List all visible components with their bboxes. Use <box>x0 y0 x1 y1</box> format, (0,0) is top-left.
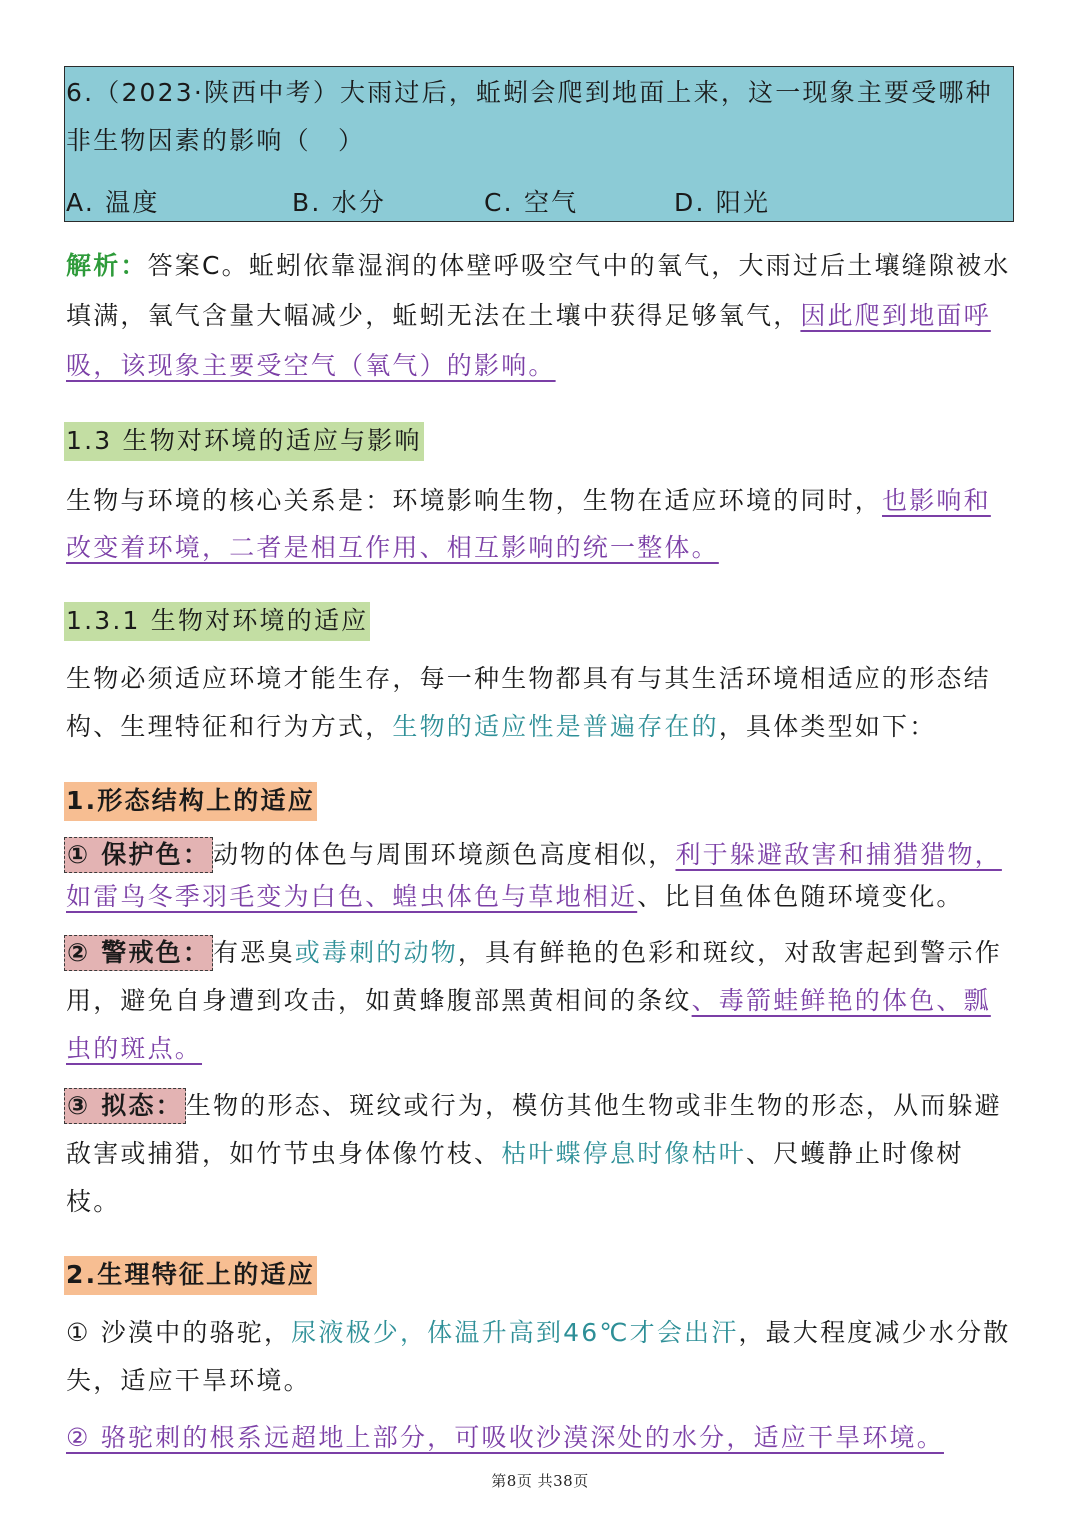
protective-color-tag: ① 保护色： <box>64 837 213 873</box>
section-1-3-1-line-1: 生物必须适应环境才能生存，每一种生物都具有与其生活环境相适应的形态结 <box>66 664 991 693</box>
morph-item-3-line-2: 敌害或捕猎，如竹节虫身体像竹枝、枯叶蝶停息时像枯叶、尺蠖静止时像树 <box>66 1139 964 1168</box>
option-a: A. 温度 <box>66 188 160 217</box>
physio-heading: 2.生理特征上的适应 <box>64 1258 317 1292</box>
analysis-line-2: 填满，氧气含量大幅减少，蚯蚓无法在土壤中获得足够氧气，因此爬到地面呼 <box>66 301 991 330</box>
analysis-label: 解析： <box>66 251 148 280</box>
option-b: B. 水分 <box>292 188 387 217</box>
mimicry-tag: ③ 拟态： <box>64 1088 186 1124</box>
physio-item-1-line-2: 失，适应干旱环境。 <box>66 1366 311 1395</box>
morph-item-2-line-2: 用，避免自身遭到攻击，如黄蜂腹部黑黄相间的条纹、毒箭蛙鲜艳的体色、瓢 <box>66 986 991 1015</box>
option-d: D. 阳光 <box>674 188 771 217</box>
section-1-3-1-heading: 1.3.1 生物对环境的适应 <box>64 604 370 638</box>
analysis-line-3: 吸，该现象主要受空气（氧气）的影响。 <box>66 351 556 380</box>
morph-item-2-line-1: ② 警戒色： 有恶臭或毒刺的动物，具有鲜艳的色彩和斑纹，对敌害起到警示作 <box>64 936 1002 970</box>
page-footer: 第8页 共38页 <box>491 1472 589 1490</box>
question-line-2: 非生物因素的影响（ ） <box>66 126 366 155</box>
warning-color-tag: ② 警戒色： <box>64 935 213 971</box>
question-line-1: 6.（2023·陕西中考）大雨过后，蚯蚓会爬到地面上来，这一现象主要受哪种 <box>66 78 993 107</box>
morph-heading: 1.形态结构上的适应 <box>64 784 317 818</box>
section-1-3-line-1: 生物与环境的核心关系是：环境影响生物，生物在适应环境的同时，也影响和 <box>66 486 991 515</box>
section-1-3-heading: 1.3 生物对环境的适应与影响 <box>64 424 424 458</box>
morph-item-1-line-1: ① 保护色： 动物的体色与周围环境颜色高度相似，利于躲避敌害和捕猎猎物， <box>64 838 1002 872</box>
morph-item-2-line-3: 虫的斑点。 <box>66 1034 203 1063</box>
morph-item-3-line-3: 枝。 <box>66 1187 121 1216</box>
option-c: C. 空气 <box>484 188 579 217</box>
section-1-3-line-2: 改变着环境，二者是相互作用、相互影响的统一整体。 <box>66 533 719 562</box>
morph-item-1-line-2: 如雷鸟冬季羽毛变为白色、蝗虫体色与草地相近、比目鱼体色随环境变化。 <box>66 882 964 911</box>
physio-item-2: ② 骆驼刺的根系远超地上部分，可吸收沙漠深处的水分，适应干旱环境。 <box>66 1423 944 1452</box>
morph-item-3-line-1: ③ 拟态： 生物的形态、斑纹或行为，模仿其他生物或非生物的形态，从而躲避 <box>64 1089 1002 1123</box>
section-1-3-1-line-2: 构、生理特征和行为方式，生物的适应性是普遍存在的，具体类型如下： <box>66 712 937 741</box>
analysis-line-1: 解析：答案C。蚯蚓依靠湿润的体壁呼吸空气中的氧气，大雨过后土壤缝隙被水 <box>66 251 1011 280</box>
physio-item-1-line-1: ① 沙漠中的骆驼，尿液极少，体温升高到46℃才会出汗，最大程度减少水分散 <box>66 1318 1011 1347</box>
